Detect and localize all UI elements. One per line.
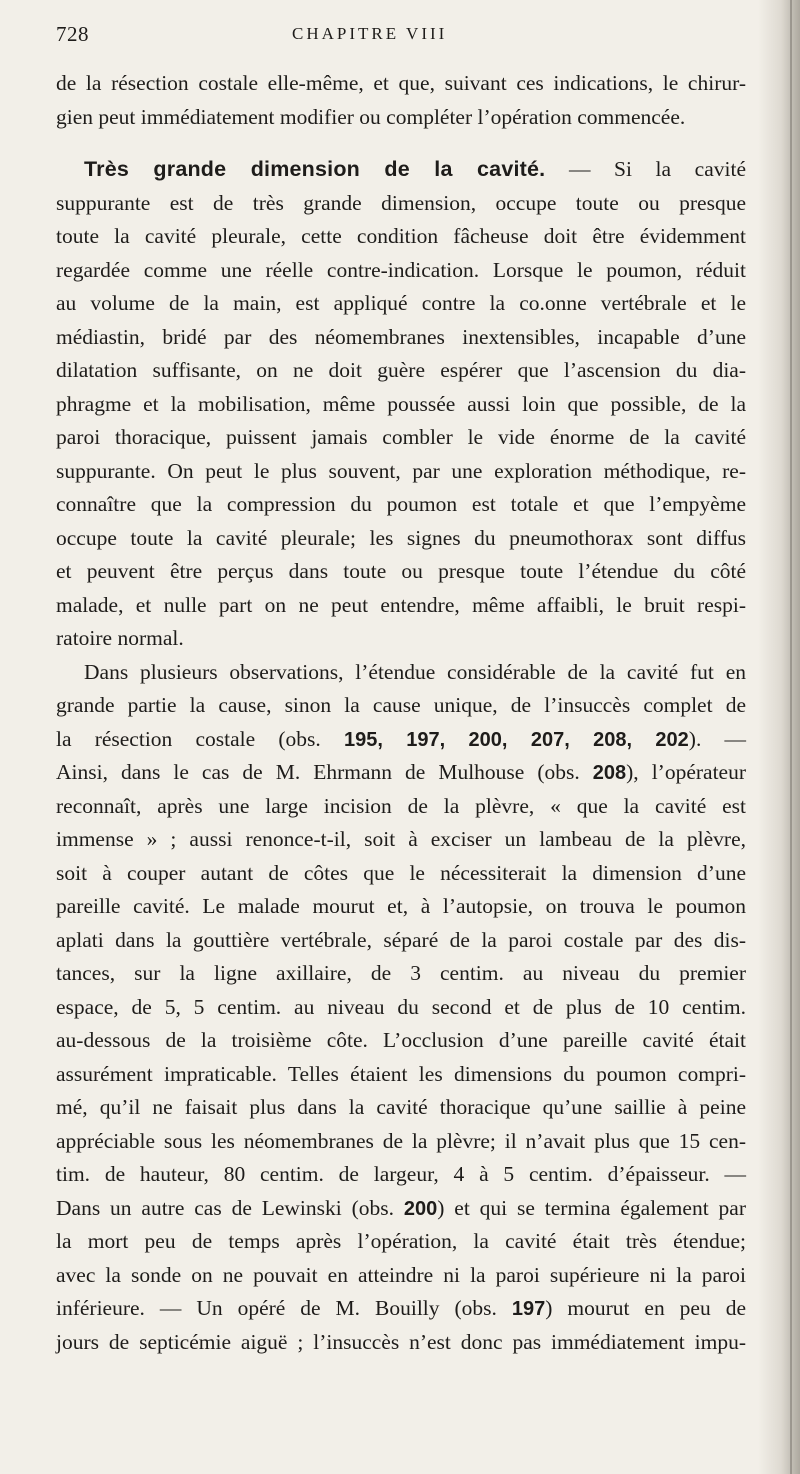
text-line: au-dessous de la troisième côte. L’occlusion d’une pareille cavité était [56, 1028, 746, 1052]
observation-ref: 208 [592, 762, 627, 784]
text-line: suppurante. On peut le plus souvent, par une exploration méthodique, re- [56, 458, 746, 483]
observation-refs: 195, 197, 200, 207, 208, 202 [343, 728, 689, 751]
text-line: grande partie la cause, sinon la cause unique, de l’insuccès complet de [56, 693, 746, 717]
text-line: Dans plusieurs observations, l’étendue considérable de la cavité fut en [84, 659, 746, 684]
text-line: regardée comme une réelle contre-indication. Lorsque le poumon, réduit [56, 257, 746, 282]
text-line: de la résection costale elle-même, et que, suivant ces indications, le chirur- [56, 71, 746, 95]
text-line: paroi thoracique, puissent jamais combler le vide énorme de la cavité [56, 425, 746, 449]
text-line: dilatation suffisante, on ne doit guère espérer que l’ascension du dia- [56, 358, 746, 382]
text-line: ratoire normal. [56, 626, 184, 650]
text-line: espace, de 5, 5 centim. au niveau du second et de plus de 10 centim. [56, 994, 746, 1019]
text-line: la résection costale (obs. 195, 197, 200, 207, 208, 202). — [56, 726, 746, 751]
section-heading-line: Très grande dimension de la cavité. — Si la cavité [84, 157, 746, 181]
text-line: suppurante est de très grande dimension, occupe toute ou presque [56, 190, 746, 215]
text-line: la mort peu de temps après l’opération, la cavité était très étendue; [56, 1229, 746, 1253]
text-line: mé, qu’il ne faisait plus dans la cavité thoracique qu’une saillie à peine [56, 1095, 746, 1119]
text-line: tim. de hauteur, 80 centim. de largeur, 4 à 5 centim. d’épaisseur. — [56, 1162, 746, 1186]
text-line: soit à couper autant de côtes que le nécessiterait la dimension d’une [56, 860, 746, 885]
text-line: immense » ; aussi renonce-t-il, soit à exciser un lambeau de la plèvre, [56, 827, 746, 851]
text-line: connaître que la compression du poumon est totale et que l’empyème [56, 492, 746, 516]
text-line: occupe toute la cavité pleurale; les signes du pneumothorax sont diffus [56, 525, 746, 550]
text-line: jours de septicémie aiguë ; l’insuccès n’est donc pas immédiatement impu- [56, 1329, 746, 1354]
text-line: et peuvent être perçus dans toute ou presque toute l’étendue du côté [56, 559, 746, 583]
text-line: malade, et nulle part on ne peut entendre, même affaibli, le bruit respi- [56, 592, 746, 617]
section-heading: Très grande dimension de la cavité. [84, 157, 546, 181]
text-line: Ainsi, dans le cas de M. Ehrmann de Mulhouse (obs. 208), l’opérateur [56, 760, 746, 784]
text-line: Dans un autre cas de Lewinski (obs. 200) et qui se termina également par [56, 1195, 746, 1220]
text-line: tances, sur la ligne axillaire, de 3 centim. au niveau du premier [56, 961, 746, 985]
text-line: phragme et la mobilisation, même poussée aussi loin que possible, de la [56, 391, 746, 416]
text-line: appréciable sous les néomembranes de la plèvre; il n’avait plus que 15 cen- [56, 1128, 746, 1153]
running-head: CHAPITRE VIII [292, 24, 448, 43]
text-line: médiastin, bridé par des néomembranes inextensibles, incapable d’une [56, 324, 746, 349]
text-line: inférieure. — Un opéré de M. Bouilly (obs. 197) mourut en peu de [56, 1296, 746, 1320]
text-line: toute la cavité pleurale, cette condition fâcheuse doit être évidemment [56, 224, 746, 248]
body-text [56, 67, 746, 1359]
observation-ref: 200 [403, 1197, 438, 1220]
text-line: pareille cavité. Le malade mourut et, à l’autopsie, on trouva le poumon [56, 894, 746, 918]
text-line: reconnaît, après une large incision de la plèvre, « que la cavité est [56, 793, 746, 818]
text-line: gien peut immédiatement modifier ou compléter l’opération commencée. [56, 104, 686, 129]
text-line: assurément impraticable. Telles étaient les dimensions du poumon compri- [56, 1061, 746, 1086]
page-edge-line [790, 0, 792, 1474]
text-line: avec la sonde on ne pouvait en atteindre ni la paroi supérieure ni la paroi [56, 1262, 746, 1287]
page-number: 728 [56, 22, 89, 46]
observation-ref: 197 [511, 1298, 546, 1320]
page-edge-shadow [758, 0, 800, 1474]
text-line: aplati dans la gouttière vertébrale, séparé de la paroi costale par des dis- [56, 927, 746, 952]
page-header [56, 22, 746, 50]
text-line: au volume de la main, est appliqué contre la co.onne vertébrale et le [56, 291, 746, 315]
